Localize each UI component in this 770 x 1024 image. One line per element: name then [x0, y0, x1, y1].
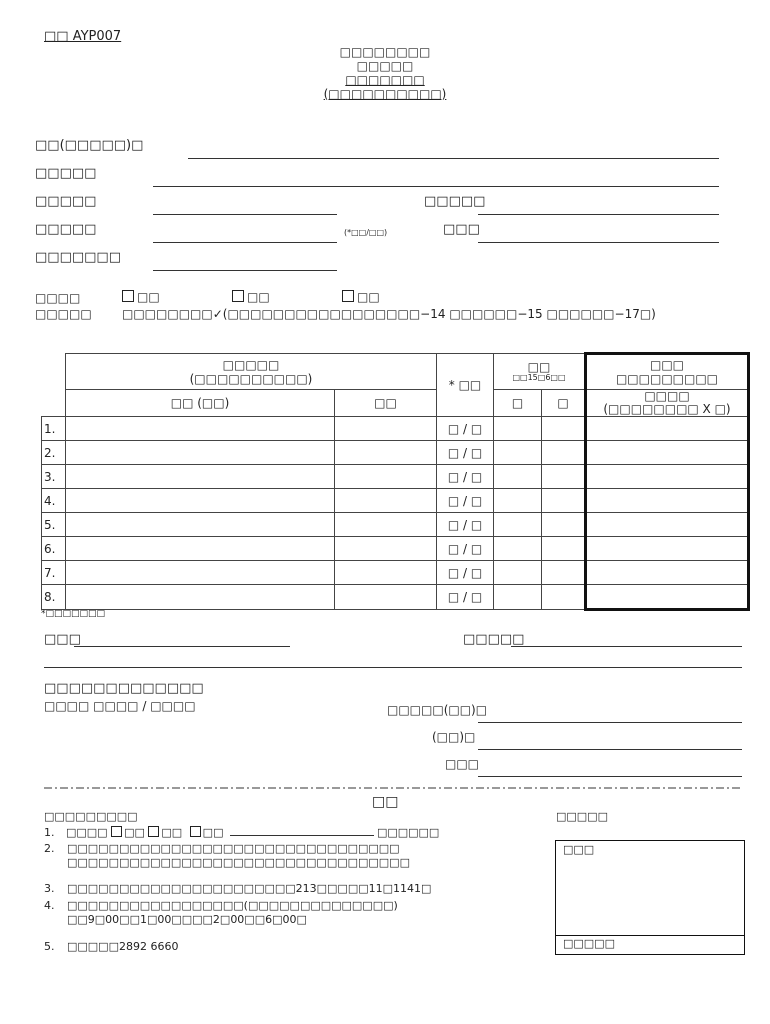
- quantity-b-cell[interactable]: [542, 465, 586, 489]
- office-field-1-input[interactable]: [478, 722, 742, 723]
- office-use-cell: [586, 465, 749, 489]
- field-5-input[interactable]: [153, 270, 337, 271]
- quantity-b-cell[interactable]: [542, 489, 586, 513]
- item-name-cell[interactable]: [66, 537, 335, 561]
- office-subheader: [586, 390, 749, 417]
- office-title: □□□□□□□□□□□□□: [44, 681, 204, 696]
- office-field-1-label: □□□□□(□□)□: [387, 703, 488, 717]
- field-3-label: □□□□□: [35, 194, 97, 209]
- item-b-cell[interactable]: [335, 513, 437, 537]
- note-5-text: □□□□□2892 6660: [67, 940, 179, 953]
- note-4-number: 4.: [44, 899, 55, 912]
- group-header: [66, 354, 437, 390]
- notes-right-title: □□□□□: [556, 810, 608, 823]
- option-2[interactable]: [232, 290, 270, 304]
- item-b-cell[interactable]: [335, 561, 437, 585]
- field-1-input[interactable]: [188, 158, 719, 159]
- note-1: [44, 826, 439, 839]
- mark-cell[interactable]: □ / □: [437, 513, 494, 537]
- field-3-right-label: □□□□□: [424, 194, 486, 209]
- field-4-right-label: □□□: [443, 222, 480, 237]
- option-3[interactable]: [342, 290, 380, 304]
- quantity-a-cell[interactable]: [494, 513, 542, 537]
- item-name-cell[interactable]: [66, 465, 335, 489]
- quantity-a-cell[interactable]: [494, 417, 542, 441]
- office-use-cell: [586, 585, 749, 610]
- signature-label: □□□: [44, 632, 81, 647]
- quantity-b-cell[interactable]: [542, 537, 586, 561]
- checkbox-icon[interactable]: [111, 826, 122, 837]
- note-1-option-c: □□: [202, 826, 224, 839]
- item-b-cell[interactable]: [335, 537, 437, 561]
- quantity-b-cell[interactable]: [542, 441, 586, 465]
- star-column-header: * □□: [437, 354, 494, 417]
- quantity-a-header: □: [494, 390, 542, 417]
- table-row: [42, 489, 749, 513]
- field-4-note: (*□□/□□): [344, 228, 388, 237]
- item-name-cell[interactable]: [66, 489, 335, 513]
- quantity-b-cell[interactable]: [542, 585, 586, 610]
- note-2-line-2: □□□□□□□□□□□□□□□□□□□□□□□□□□□□□□□□□: [67, 856, 410, 869]
- notes-heading: □□: [372, 794, 399, 810]
- field-5-label: □□□□□□□: [35, 250, 121, 265]
- checkbox-icon[interactable]: [148, 826, 159, 837]
- office-sub: □□□□ □□□□ / □□□□: [44, 699, 196, 713]
- mark-cell[interactable]: □ / □: [437, 489, 494, 513]
- receipt-box-divider: [556, 935, 744, 936]
- mark-cell[interactable]: □ / □: [437, 585, 494, 610]
- note-5-number: 5.: [44, 940, 55, 953]
- office-use-cell: [586, 513, 749, 537]
- quantity-a-cell[interactable]: [494, 465, 542, 489]
- checkbox-icon[interactable]: [232, 290, 244, 302]
- items-table: [41, 352, 750, 611]
- receipt-box-bottom-label: □□□□□: [563, 937, 615, 950]
- row-number: 3.: [42, 465, 66, 489]
- notes-left-title: □□□□□□□□□: [44, 810, 138, 823]
- mark-cell[interactable]: □ / □: [437, 417, 494, 441]
- item-b-cell[interactable]: [335, 489, 437, 513]
- header-line-4: (□□□□□□□□□□): [323, 87, 447, 101]
- section-divider: [44, 667, 742, 668]
- office-use-cell: [586, 561, 749, 585]
- field-4-right-input[interactable]: [478, 242, 719, 243]
- quantity-b-cell[interactable]: [542, 417, 586, 441]
- item-name-cell[interactable]: [66, 585, 335, 610]
- note-4-line-1: □□□□□□□□□□□□□□□□□(□□□□□□□□□□□□□□): [67, 899, 398, 912]
- name-column-header: □□ (□□): [66, 390, 335, 417]
- item-b-cell[interactable]: [335, 585, 437, 610]
- quantity-header-title: □□: [527, 359, 551, 374]
- row-number: 6.: [42, 537, 66, 561]
- row-number: 4.: [42, 489, 66, 513]
- note-1-number: 1.: [44, 826, 55, 839]
- note-3-number: 3.: [44, 882, 55, 895]
- form-header: [285, 45, 485, 101]
- quantity-b-cell[interactable]: [542, 561, 586, 585]
- mark-cell[interactable]: □ / □: [437, 537, 494, 561]
- group-header-line-1: □□□□□: [222, 357, 280, 372]
- table-row: [42, 417, 749, 441]
- header-line-2: □□□□□: [356, 59, 414, 73]
- signature-input[interactable]: [74, 646, 290, 647]
- b-column-header: □□: [335, 390, 437, 417]
- table-footnote: *□□□□□□□: [41, 609, 106, 619]
- field-2-input[interactable]: [153, 186, 719, 187]
- note-1-blank[interactable]: [230, 835, 374, 836]
- row-number: 2.: [42, 441, 66, 465]
- form-id: □□ AYP007: [44, 29, 122, 44]
- table-row: [42, 465, 749, 489]
- field-3-input[interactable]: [153, 214, 337, 215]
- item-b-cell[interactable]: [335, 417, 437, 441]
- note-1-prefix: □□□□: [66, 826, 108, 839]
- option-2-label: □□: [247, 290, 270, 304]
- receipt-box-top-label: □□□: [563, 843, 595, 856]
- table-row: [42, 561, 749, 585]
- mark-cell[interactable]: □ / □: [437, 561, 494, 585]
- checkbox-icon[interactable]: [190, 826, 201, 837]
- note-2-number: 2.: [44, 842, 55, 855]
- office-field-2-label: (□□)□: [432, 730, 476, 744]
- instruction-label: □□□□□: [35, 307, 92, 321]
- header-line-3: □□□□□□□: [345, 73, 425, 87]
- office-subheader-line-1: □□□□: [644, 389, 690, 403]
- office-field-2-input[interactable]: [478, 749, 742, 750]
- cut-line: [44, 786, 742, 790]
- table-row: [42, 513, 749, 537]
- note-3-text: □□□□□□□□□□□□□□□□□□□□□□213□□□□□11□1141□: [67, 882, 432, 895]
- item-name-cell[interactable]: [66, 513, 335, 537]
- option-3-label: □□: [357, 290, 380, 304]
- field-2-label: □□□□□: [35, 166, 97, 181]
- mark-cell[interactable]: □ / □: [437, 441, 494, 465]
- office-use-cell: [586, 417, 749, 441]
- receipt-box: [555, 840, 745, 955]
- instruction-text: □□□□□□□□✓(□□□□□□□□□□□□□□□□□−14 □□□□□□−15 □□□□□□−17□): [122, 307, 656, 321]
- quantity-b-cell[interactable]: [542, 513, 586, 537]
- item-b-cell[interactable]: [335, 441, 437, 465]
- table-row: [42, 537, 749, 561]
- office-subheader-line-2: (□□□□□□□□ X □): [603, 402, 731, 417]
- mark-cell[interactable]: □ / □: [437, 465, 494, 489]
- note-1-suffix: □□□□□□: [376, 826, 440, 839]
- header-line-1: □□□□□□□□: [339, 45, 431, 59]
- signature-date-input[interactable]: [511, 646, 742, 647]
- office-header: [586, 354, 749, 390]
- office-header-line-1: □□□: [649, 357, 684, 372]
- office-use-cell: [586, 441, 749, 465]
- field-4-label: □□□□□: [35, 222, 97, 237]
- note-2-line-1: □□□□□□□□□□□□□□□□□□□□□□□□□□□□□□□□: [67, 842, 400, 855]
- field-4-input[interactable]: [153, 242, 337, 243]
- quantity-a-cell[interactable]: [494, 537, 542, 561]
- row-number: 1.: [42, 417, 66, 441]
- office-use-cell: [586, 489, 749, 513]
- note-1-option-a: □□: [124, 826, 145, 839]
- group-header-line-2: (□□□□□□□□□□): [189, 371, 313, 386]
- option-1[interactable]: [122, 290, 160, 304]
- table-row: [42, 441, 749, 465]
- options-label: □□□□: [35, 291, 81, 305]
- item-b-cell[interactable]: [335, 465, 437, 489]
- quantity-a-cell[interactable]: [494, 489, 542, 513]
- note-1-option-b: □□: [161, 826, 183, 839]
- quantity-a-cell[interactable]: [494, 561, 542, 585]
- note-4-line-2: □□9□00□□1□00□□□□2□00□□6□00□: [67, 913, 307, 926]
- row-number: 7.: [42, 561, 66, 585]
- quantity-header: [494, 354, 586, 390]
- office-field-3-label: □□□: [445, 757, 480, 771]
- row-number: 8.: [42, 585, 66, 610]
- field-1-label: □□(□□□□□)□: [35, 138, 144, 153]
- office-field-3-input[interactable]: [478, 776, 742, 777]
- quantity-header-sub: □□15□6□□: [512, 372, 566, 382]
- quantity-b-header: □: [542, 390, 586, 417]
- office-use-cell: [586, 537, 749, 561]
- signature-date-label: □□□□□: [463, 632, 525, 647]
- field-3-right-input[interactable]: [478, 214, 719, 215]
- item-name-cell[interactable]: [66, 441, 335, 465]
- checkbox-icon[interactable]: [342, 290, 354, 302]
- office-header-line-2: □□□□□□□□□: [615, 372, 719, 386]
- quantity-a-cell[interactable]: [494, 441, 542, 465]
- checkbox-icon[interactable]: [122, 290, 134, 302]
- option-1-label: □□: [137, 290, 160, 304]
- quantity-a-cell[interactable]: [494, 585, 542, 610]
- row-number: 5.: [42, 513, 66, 537]
- table-row: [42, 585, 749, 610]
- item-name-cell[interactable]: [66, 561, 335, 585]
- item-name-cell[interactable]: [66, 417, 335, 441]
